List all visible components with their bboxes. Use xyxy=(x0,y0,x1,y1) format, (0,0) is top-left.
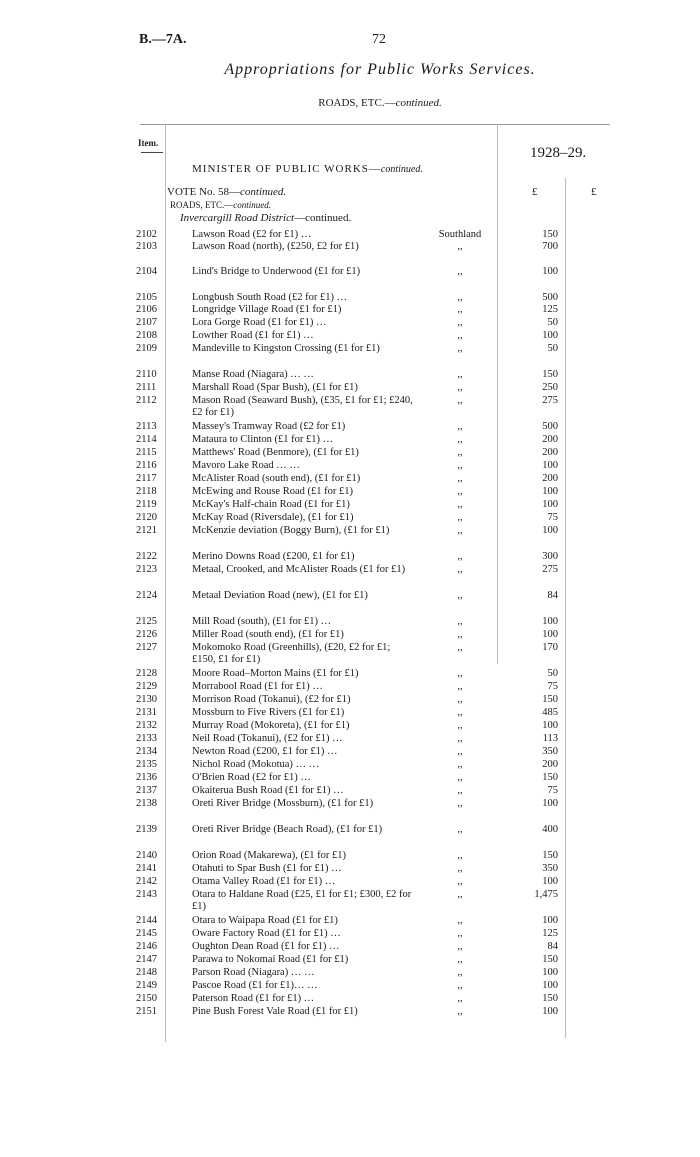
road-district: ,, xyxy=(457,421,463,432)
amount-value: 500 xyxy=(542,421,558,432)
amount-value: 100 xyxy=(542,486,558,497)
road-description: Parawa to Nokomai Road (£1 for £1) xyxy=(192,954,349,965)
item-number: 2149 xyxy=(136,980,157,991)
road-district: ,, xyxy=(457,382,463,393)
road-description: O'Brien Road (£2 for £1) … xyxy=(192,772,311,783)
amount-value: 84 xyxy=(547,590,558,601)
amount-value: 350 xyxy=(542,746,558,757)
road-district: ,, xyxy=(457,993,463,1004)
road-description: Matthews' Road (Benmore), (£1 for £1) xyxy=(192,447,359,458)
subtitle-continued: continued. xyxy=(395,97,442,109)
item-number: 2142 xyxy=(136,876,157,887)
district-heading xyxy=(180,212,351,224)
item-number: 2145 xyxy=(136,928,157,939)
road-description: McAlister Road (south end), (£1 for £1) xyxy=(192,473,361,484)
road-district: ,, xyxy=(457,980,463,991)
road-district: ,, xyxy=(457,876,463,887)
amount-value: 350 xyxy=(542,863,558,874)
road-description: Morrison Road (Tokanui), (£2 for £1) xyxy=(192,694,351,705)
amount-value: 50 xyxy=(547,343,558,354)
table-row xyxy=(0,241,700,267)
road-description: Orion Road (Makarewa), (£1 for £1) xyxy=(192,850,346,861)
road-description: Lind's Bridge to Underwood (£1 for £1) xyxy=(192,266,361,277)
road-description: Otahuti to Spar Bush (£1 for £1) … xyxy=(192,863,342,874)
item-number: 2104 xyxy=(136,266,157,277)
road-description: Merino Downs Road (£200, £1 for £1) xyxy=(192,551,355,562)
road-district: ,, xyxy=(457,551,463,562)
district-name: Invercargill Road District xyxy=(180,212,295,224)
amount-value: 100 xyxy=(542,330,558,341)
amount-value: 100 xyxy=(542,629,558,640)
road-district: ,, xyxy=(457,694,463,705)
item-number: 2115 xyxy=(136,447,157,458)
item-number: 2146 xyxy=(136,941,157,952)
road-district: ,, xyxy=(457,369,463,380)
page-ref: B.—7A. xyxy=(139,32,187,47)
year-header: 1928–29. xyxy=(530,145,587,161)
road-description: Mossburn to Five Rivers (£1 for £1) xyxy=(192,707,345,718)
road-district: ,, xyxy=(457,720,463,731)
road-district: ,, xyxy=(457,941,463,952)
item-number: 2134 xyxy=(136,746,157,757)
item-number: 2138 xyxy=(136,798,157,809)
item-number: 2108 xyxy=(136,330,157,341)
item-number: 2150 xyxy=(136,993,157,1004)
item-number: 2141 xyxy=(136,863,157,874)
road-district: ,, xyxy=(457,395,463,406)
roads-heading xyxy=(170,200,271,210)
item-number: 2102 xyxy=(136,229,157,240)
road-district: ,, xyxy=(457,317,463,328)
table-row xyxy=(0,343,700,369)
district-continued: —continued. xyxy=(294,212,352,224)
amount-value: 275 xyxy=(542,564,558,575)
item-number: 2120 xyxy=(136,512,157,523)
item-number: 2128 xyxy=(136,668,157,679)
road-district: ,, xyxy=(457,473,463,484)
road-district: ,, xyxy=(457,785,463,796)
amount-value: 1,475 xyxy=(534,889,558,900)
amount-value: 150 xyxy=(542,229,558,240)
table-row xyxy=(0,889,700,915)
road-description: McEwing and Rouse Road (£1 for £1) xyxy=(192,486,353,497)
road-description: Longbush South Road (£2 for £1) … xyxy=(192,292,348,303)
road-description: Lawson Road (north), (£250, £2 for £1) xyxy=(192,241,359,252)
item-number: 2133 xyxy=(136,733,157,744)
amount-value: 100 xyxy=(542,499,558,510)
road-description: Mokomoko Road (Greenhills), (£20, £2 for £1; £150, £1 for £1) xyxy=(192,642,391,665)
road-description: Pine Bush Forest Vale Road (£1 for £1) xyxy=(192,1006,358,1017)
subtitle-main: ROADS, ETC.— xyxy=(318,97,396,109)
item-number: 2112 xyxy=(136,395,157,406)
road-district: ,, xyxy=(457,759,463,770)
road-district: ,, xyxy=(457,629,463,640)
amount-value: 100 xyxy=(542,460,558,471)
road-description: Mandeville to Kingston Crossing (£1 for £1) xyxy=(192,343,380,354)
amount-value: 170 xyxy=(542,642,558,653)
amount-value: 100 xyxy=(542,525,558,536)
table-row xyxy=(0,1006,700,1032)
item-number: 2136 xyxy=(136,772,157,783)
amount-value: 150 xyxy=(542,993,558,1004)
road-description: Otama Valley Road (£1 for £1) … xyxy=(192,876,336,887)
vote-continued: continued. xyxy=(240,186,287,198)
amount-value: 275 xyxy=(542,395,558,406)
road-district: ,, xyxy=(457,292,463,303)
amount-value: 500 xyxy=(542,292,558,303)
amount-value: 300 xyxy=(542,551,558,562)
road-district: ,, xyxy=(457,668,463,679)
road-description: Mavoro Lake Road … … xyxy=(192,460,300,471)
roads-main: ROADS, ETC.— xyxy=(170,200,234,210)
road-district: ,, xyxy=(457,967,463,978)
road-district: ,, xyxy=(457,954,463,965)
item-number: 2119 xyxy=(136,499,157,510)
road-description: Oreti River Bridge (Mossburn), (£1 for £1) xyxy=(192,798,374,809)
amount-value: 125 xyxy=(542,928,558,939)
road-description: Newton Road (£200, £1 for £1) … xyxy=(192,746,338,757)
road-district: ,, xyxy=(457,590,463,601)
amount-value: 485 xyxy=(542,707,558,718)
road-district: ,, xyxy=(457,798,463,809)
road-description: Lawson Road (£2 for £1) … xyxy=(192,229,312,240)
road-district: ,, xyxy=(457,707,463,718)
road-description: Miller Road (south end), (£1 for £1) xyxy=(192,629,344,640)
amount-value: 200 xyxy=(542,473,558,484)
page-number: 72 xyxy=(372,32,386,47)
road-district: ,, xyxy=(457,330,463,341)
road-description: Marshall Road (Spar Bush), (£1 for £1) xyxy=(192,382,358,393)
amount-value: 100 xyxy=(542,266,558,277)
item-number: 2121 xyxy=(136,525,157,536)
top-rule xyxy=(140,124,610,125)
item-number: 2116 xyxy=(136,460,157,471)
road-description: Mataura to Clinton (£1 for £1) … xyxy=(192,434,334,445)
road-district: ,, xyxy=(457,512,463,523)
road-description: Oreti River Bridge (Beach Road), (£1 for £1) xyxy=(192,824,383,835)
amount-value: 100 xyxy=(542,876,558,887)
amount-value: 100 xyxy=(542,915,558,926)
road-description: Oware Factory Road (£1 for £1) … xyxy=(192,928,341,939)
table-row xyxy=(0,798,700,824)
road-description: Oughton Dean Road (£1 for £1) … xyxy=(192,941,340,952)
item-number: 2127 xyxy=(136,642,157,653)
amount-value: 150 xyxy=(542,954,558,965)
road-district: ,, xyxy=(457,642,463,653)
amount-value: 100 xyxy=(542,967,558,978)
minister-main: MINISTER OF PUBLIC WORKS— xyxy=(192,163,381,175)
road-description: Mason Road (Seaward Bush), (£35, £1 for £1; £240, £2 for £1) xyxy=(192,395,413,418)
table-row xyxy=(0,525,700,551)
road-district: ,, xyxy=(457,863,463,874)
item-number: 2107 xyxy=(136,317,157,328)
item-number: 2151 xyxy=(136,1006,157,1017)
road-district: ,, xyxy=(457,733,463,744)
road-district: ,, xyxy=(457,486,463,497)
amount-value: 100 xyxy=(542,1006,558,1017)
item-number: 2131 xyxy=(136,707,157,718)
road-description: Moore Road–Morton Mains (£1 for £1) xyxy=(192,668,359,679)
item-number: 2137 xyxy=(136,785,157,796)
road-district: ,, xyxy=(457,889,463,900)
item-number: 2132 xyxy=(136,720,157,731)
currency-symbol-2: £ xyxy=(591,186,597,198)
road-description: McKay Road (Riversdale), (£1 for £1) xyxy=(192,512,354,523)
item-number: 2143 xyxy=(136,889,157,900)
vote-main: VOTE No. 58— xyxy=(167,186,241,198)
table-row xyxy=(0,642,700,668)
item-number: 2148 xyxy=(136,967,157,978)
amount-value: 100 xyxy=(542,980,558,991)
amount-value: 84 xyxy=(547,941,558,952)
road-description: Metaal, Crooked, and McAlister Roads (£1 for £1) xyxy=(192,564,406,575)
item-number: 2124 xyxy=(136,590,157,601)
amount-value: 150 xyxy=(542,772,558,783)
item-number: 2130 xyxy=(136,694,157,705)
road-district: Southland xyxy=(438,229,482,240)
road-description: McKay's Half-chain Road (£1 for £1) xyxy=(192,499,350,510)
amount-value: 75 xyxy=(547,785,558,796)
table-row xyxy=(0,266,700,292)
table-row xyxy=(0,564,700,590)
road-description: Pascoe Road (£1 for £1)… … xyxy=(192,980,318,991)
road-description: Otara to Haldane Road (£25, £1 for £1; £300, £2 for £1) xyxy=(192,889,412,912)
currency-symbol-1: £ xyxy=(532,186,538,198)
amount-value: 100 xyxy=(542,616,558,627)
item-number: 2105 xyxy=(136,292,157,303)
item-number: 2109 xyxy=(136,343,157,354)
road-district: ,, xyxy=(457,850,463,861)
road-district: ,, xyxy=(457,928,463,939)
item-number: 2114 xyxy=(136,434,157,445)
road-district: ,, xyxy=(457,616,463,627)
road-description: Parson Road (Niagara) … … xyxy=(192,967,315,978)
road-district: ,, xyxy=(457,447,463,458)
amount-value: 150 xyxy=(542,369,558,380)
amount-value: 113 xyxy=(542,733,558,744)
item-number: 2135 xyxy=(136,759,157,770)
item-number: 2117 xyxy=(136,473,157,484)
road-district: ,, xyxy=(457,434,463,445)
amount-value: 150 xyxy=(542,850,558,861)
amount-value: 50 xyxy=(547,668,558,679)
item-number: 2106 xyxy=(136,304,157,315)
road-description: Neil Road (Tokanui), (£2 for £1) … xyxy=(192,733,343,744)
amount-value: 100 xyxy=(542,798,558,809)
amount-value: 200 xyxy=(542,434,558,445)
item-number: 2123 xyxy=(136,564,157,575)
road-description: McKenzie deviation (Boggy Burn), (£1 for £1) xyxy=(192,525,390,536)
amount-value: 75 xyxy=(547,512,558,523)
amount-value: 100 xyxy=(542,720,558,731)
section-subtitle xyxy=(0,97,700,109)
item-number: 2118 xyxy=(136,486,157,497)
road-description: Otara to Waipapa Road (£1 for £1) xyxy=(192,915,338,926)
amount-value: 400 xyxy=(542,824,558,835)
item-column-header: Item. xyxy=(138,138,159,148)
item-number: 2110 xyxy=(136,369,157,380)
road-district: ,, xyxy=(457,525,463,536)
road-district: ,, xyxy=(457,1006,463,1017)
road-description: Manse Road (Niagara) … … xyxy=(192,369,314,380)
road-description: Longridge Village Road (£1 for £1) xyxy=(192,304,342,315)
road-district: ,, xyxy=(457,746,463,757)
road-description: Morrabool Road (£1 for £1) … xyxy=(192,681,323,692)
road-district: ,, xyxy=(457,304,463,315)
road-description: Nichol Road (Mokotua) … … xyxy=(192,759,320,770)
page-title: Appropriations for Public Works Services. xyxy=(224,61,536,78)
amount-value: 75 xyxy=(547,681,558,692)
amount-value: 125 xyxy=(542,304,558,315)
road-district: ,, xyxy=(457,681,463,692)
road-district: ,, xyxy=(457,241,463,252)
minister-continued: continued. xyxy=(380,164,423,175)
item-number: 2144 xyxy=(136,915,157,926)
item-number: 2103 xyxy=(136,241,157,252)
road-district: ,, xyxy=(457,343,463,354)
item-number: 2147 xyxy=(136,954,157,965)
item-number: 2125 xyxy=(136,616,157,627)
amount-value: 250 xyxy=(542,382,558,393)
vote-heading xyxy=(167,186,286,198)
road-district: ,, xyxy=(457,564,463,575)
item-number: 2129 xyxy=(136,681,157,692)
road-description: Okaiterua Bush Road (£1 for £1) … xyxy=(192,785,344,796)
table-row xyxy=(0,395,700,421)
road-district: ,, xyxy=(457,460,463,471)
road-district: ,, xyxy=(457,266,463,277)
item-number: 2140 xyxy=(136,850,157,861)
amount-value: 700 xyxy=(542,241,558,252)
amount-value: 200 xyxy=(542,447,558,458)
road-district: ,, xyxy=(457,915,463,926)
table-row xyxy=(0,590,700,616)
road-description: Metaal Deviation Road (new), (£1 for £1) xyxy=(192,590,368,601)
road-description: Lowther Road (£1 for £1) … xyxy=(192,330,314,341)
road-district: ,, xyxy=(457,772,463,783)
road-description: Mill Road (south), (£1 for £1) … xyxy=(192,616,332,627)
road-district: ,, xyxy=(457,824,463,835)
amount-value: 150 xyxy=(542,694,558,705)
road-description: Murray Road (Mokoreta), (£1 for £1) xyxy=(192,720,350,731)
item-header-rule xyxy=(141,152,163,153)
road-description: Paterson Road (£1 for £1) … xyxy=(192,993,315,1004)
item-number: 2122 xyxy=(136,551,157,562)
road-description: Lora Gorge Road (£1 for £1) … xyxy=(192,317,327,328)
table-row xyxy=(0,824,700,850)
item-number: 2113 xyxy=(136,421,157,432)
item-number: 2139 xyxy=(136,824,157,835)
road-description: Massey's Tramway Road (£2 for £1) xyxy=(192,421,346,432)
minister-heading xyxy=(192,163,423,175)
item-number: 2111 xyxy=(136,382,157,393)
amount-value: 50 xyxy=(547,317,558,328)
item-number: 2126 xyxy=(136,629,157,640)
roads-continued: continued. xyxy=(233,200,272,210)
amount-value: 200 xyxy=(542,759,558,770)
road-district: ,, xyxy=(457,499,463,510)
